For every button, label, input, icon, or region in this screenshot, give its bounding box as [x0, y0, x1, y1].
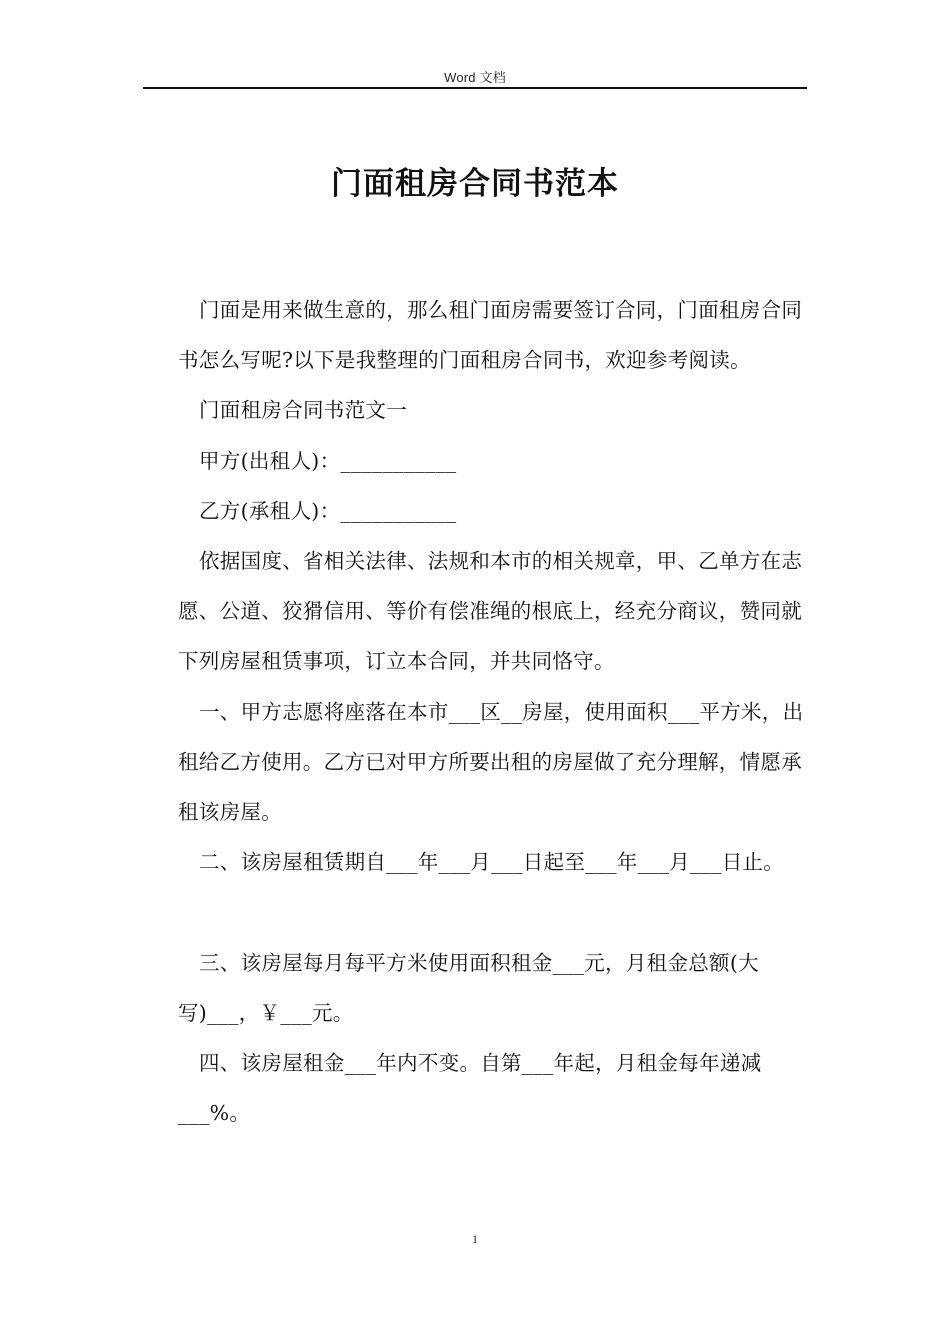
clause-3-paragraph: 三、该房屋每月每平方米使用面积租金___元，月租金总额(大写)___，￥___元。 — [178, 950, 759, 1025]
document-title: 门面租房合同书范本 — [331, 166, 619, 202]
party-a-line: 甲方(出租人)：___________ — [199, 448, 457, 473]
clause-2-paragraph: 二、该房屋租赁期自___年___月___日起至___年___月___日止。 — [199, 850, 785, 875]
header-rule — [143, 87, 807, 89]
section-heading: 门面租房合同书范文一 — [199, 398, 407, 423]
party-b-line: 乙方(承租人)：___________ — [199, 498, 457, 523]
header-label: Word 文档 — [444, 70, 506, 85]
blank-line — [178, 887, 818, 937]
preamble-paragraph: 依据国度、省相关法律、法规和本市的相关规章，甲、乙单方在志愿、公道、狡猾信用、等价有偿准绳的根底上，经充分商议，赞同就下列房屋租赁事项，订立本合同，并共同恪守。 — [178, 549, 803, 674]
clause-1-paragraph: 一、甲方志愿将座落在本市___区__房屋，使用面积___平方米，出租给乙方使用。乙方已对甲方所要出租的房屋做了充分理解，情愿承租该房屋。 — [178, 699, 804, 825]
intro-paragraph: 门面是用来做生意的，那么租门面房需要签订合同，门面租房合同书怎么写呢?以下是我整理的门面租房合同书，欢迎参考阅读。 — [178, 298, 803, 373]
page-number: 1 — [472, 1232, 478, 1246]
clause-4-paragraph: 四、该房屋租金___年内不变。自第___年起，月租金每年递减___%。 — [178, 1051, 762, 1126]
document-body — [178, 285, 818, 1138]
